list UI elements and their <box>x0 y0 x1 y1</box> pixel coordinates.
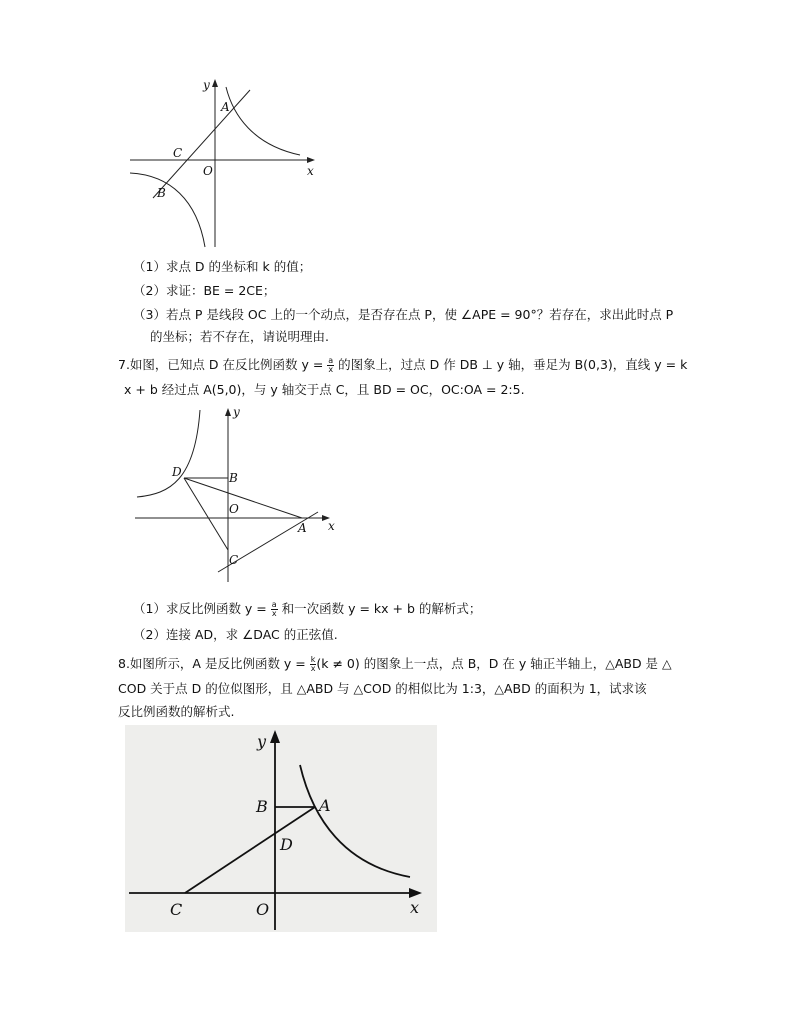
q6-part-2: （2）求证：BE = 2CE； <box>133 283 276 298</box>
point-c-label: C <box>173 146 183 160</box>
q7-part-1-text-a: （1）求反比例函数 y = <box>133 601 271 616</box>
point-a-label: A <box>298 521 307 535</box>
figure-3-graph <box>125 725 437 932</box>
hyperbola-branch-2 <box>130 173 205 247</box>
q7-line-1 <box>118 356 687 374</box>
q8-line-1-frac-num: k <box>310 655 316 664</box>
point-b-label: B <box>229 471 238 485</box>
x-axis-label: x <box>307 164 314 178</box>
q7-line-1-frac-num: a <box>328 356 334 365</box>
q7-part-1-frac-den: x <box>271 609 277 618</box>
q6-part-1: （1）求点 D 的坐标和 k 的值； <box>133 259 312 274</box>
hyperbola-branch <box>137 410 200 497</box>
point-a-label: A <box>319 796 331 815</box>
q7-line-1-text-b: 的图象上，过点 D 作 DB ⊥ y 轴，垂足为 B(0,3)，直线 y = k <box>334 357 688 372</box>
q7-line-1-frac-den: x <box>328 365 334 374</box>
y-axis-label: y <box>203 78 210 92</box>
point-a-label: A <box>221 100 230 114</box>
origin-label: O <box>256 900 270 919</box>
point-d-label: D <box>172 465 182 479</box>
line-ab <box>153 90 250 198</box>
segment-dc <box>184 478 228 550</box>
q6-part-3-line-1: （3）若点 P 是线段 OC 上的一个动点，是否存在点 P，使 ∠APE = 90°？若存在，求出此时点 P <box>133 307 674 322</box>
q8-line-2: COD 关于点 D 的位似图形，且 △ABD 与 △COD 的相似比为 1:3，△ABD 的面积为 1，试求该 <box>118 681 647 696</box>
point-c-label: C <box>170 900 183 919</box>
segment-da <box>184 478 302 518</box>
point-d-label: D <box>280 835 293 854</box>
x-axis-label: x <box>410 898 420 917</box>
q7-line-1-text-a: 7.如图，已知点 D 在反比例函数 y = <box>118 357 328 372</box>
q7-part-1 <box>133 600 481 618</box>
q8-line-1-frac-den: x <box>310 664 316 673</box>
q7-part-1-fraction <box>271 601 278 618</box>
q7-line-2: x + b 经过点 A(5,0)，与 y 轴交于点 C，且 BD = OC，OC:OA = 2:5. <box>124 382 525 397</box>
x-axis-arrow <box>307 157 315 163</box>
hyperbola-branch-1 <box>226 87 300 155</box>
point-b-label: B <box>256 797 268 816</box>
q8-line-1-text-a: 8.如图所示，A 是反比例函数 y = <box>118 656 310 671</box>
y-axis-arrow <box>225 408 231 416</box>
origin-label: O <box>229 502 239 516</box>
point-b-label: B <box>157 186 166 200</box>
q8-line-1-text-b: (k ≠ 0) 的图象上一点，点 B，D 在 y 轴正半轴上，△ABD 是 △ <box>316 656 672 671</box>
q8-line-3: 反比例函数的解析式. <box>118 704 235 719</box>
q6-part-3-line-2: 的坐标；若不存在，请说明理由. <box>150 329 329 344</box>
origin-label: O <box>203 164 213 178</box>
q8-line-1 <box>118 655 672 673</box>
q7-part-2: （2）连接 AD，求 ∠DAC 的正弦值. <box>133 627 338 642</box>
figure-2-graph <box>130 400 350 585</box>
y-axis-arrow <box>212 79 218 87</box>
figure-1-graph <box>125 75 325 250</box>
y-axis-label: y <box>257 732 267 751</box>
point-c-label: C <box>229 553 239 567</box>
y-axis-label: y <box>233 405 240 419</box>
x-axis-label: x <box>328 519 335 533</box>
q7-part-1-text-b: 和一次函数 y = kx + b 的解析式； <box>277 601 482 616</box>
q7-part-1-frac-num: a <box>271 600 277 609</box>
